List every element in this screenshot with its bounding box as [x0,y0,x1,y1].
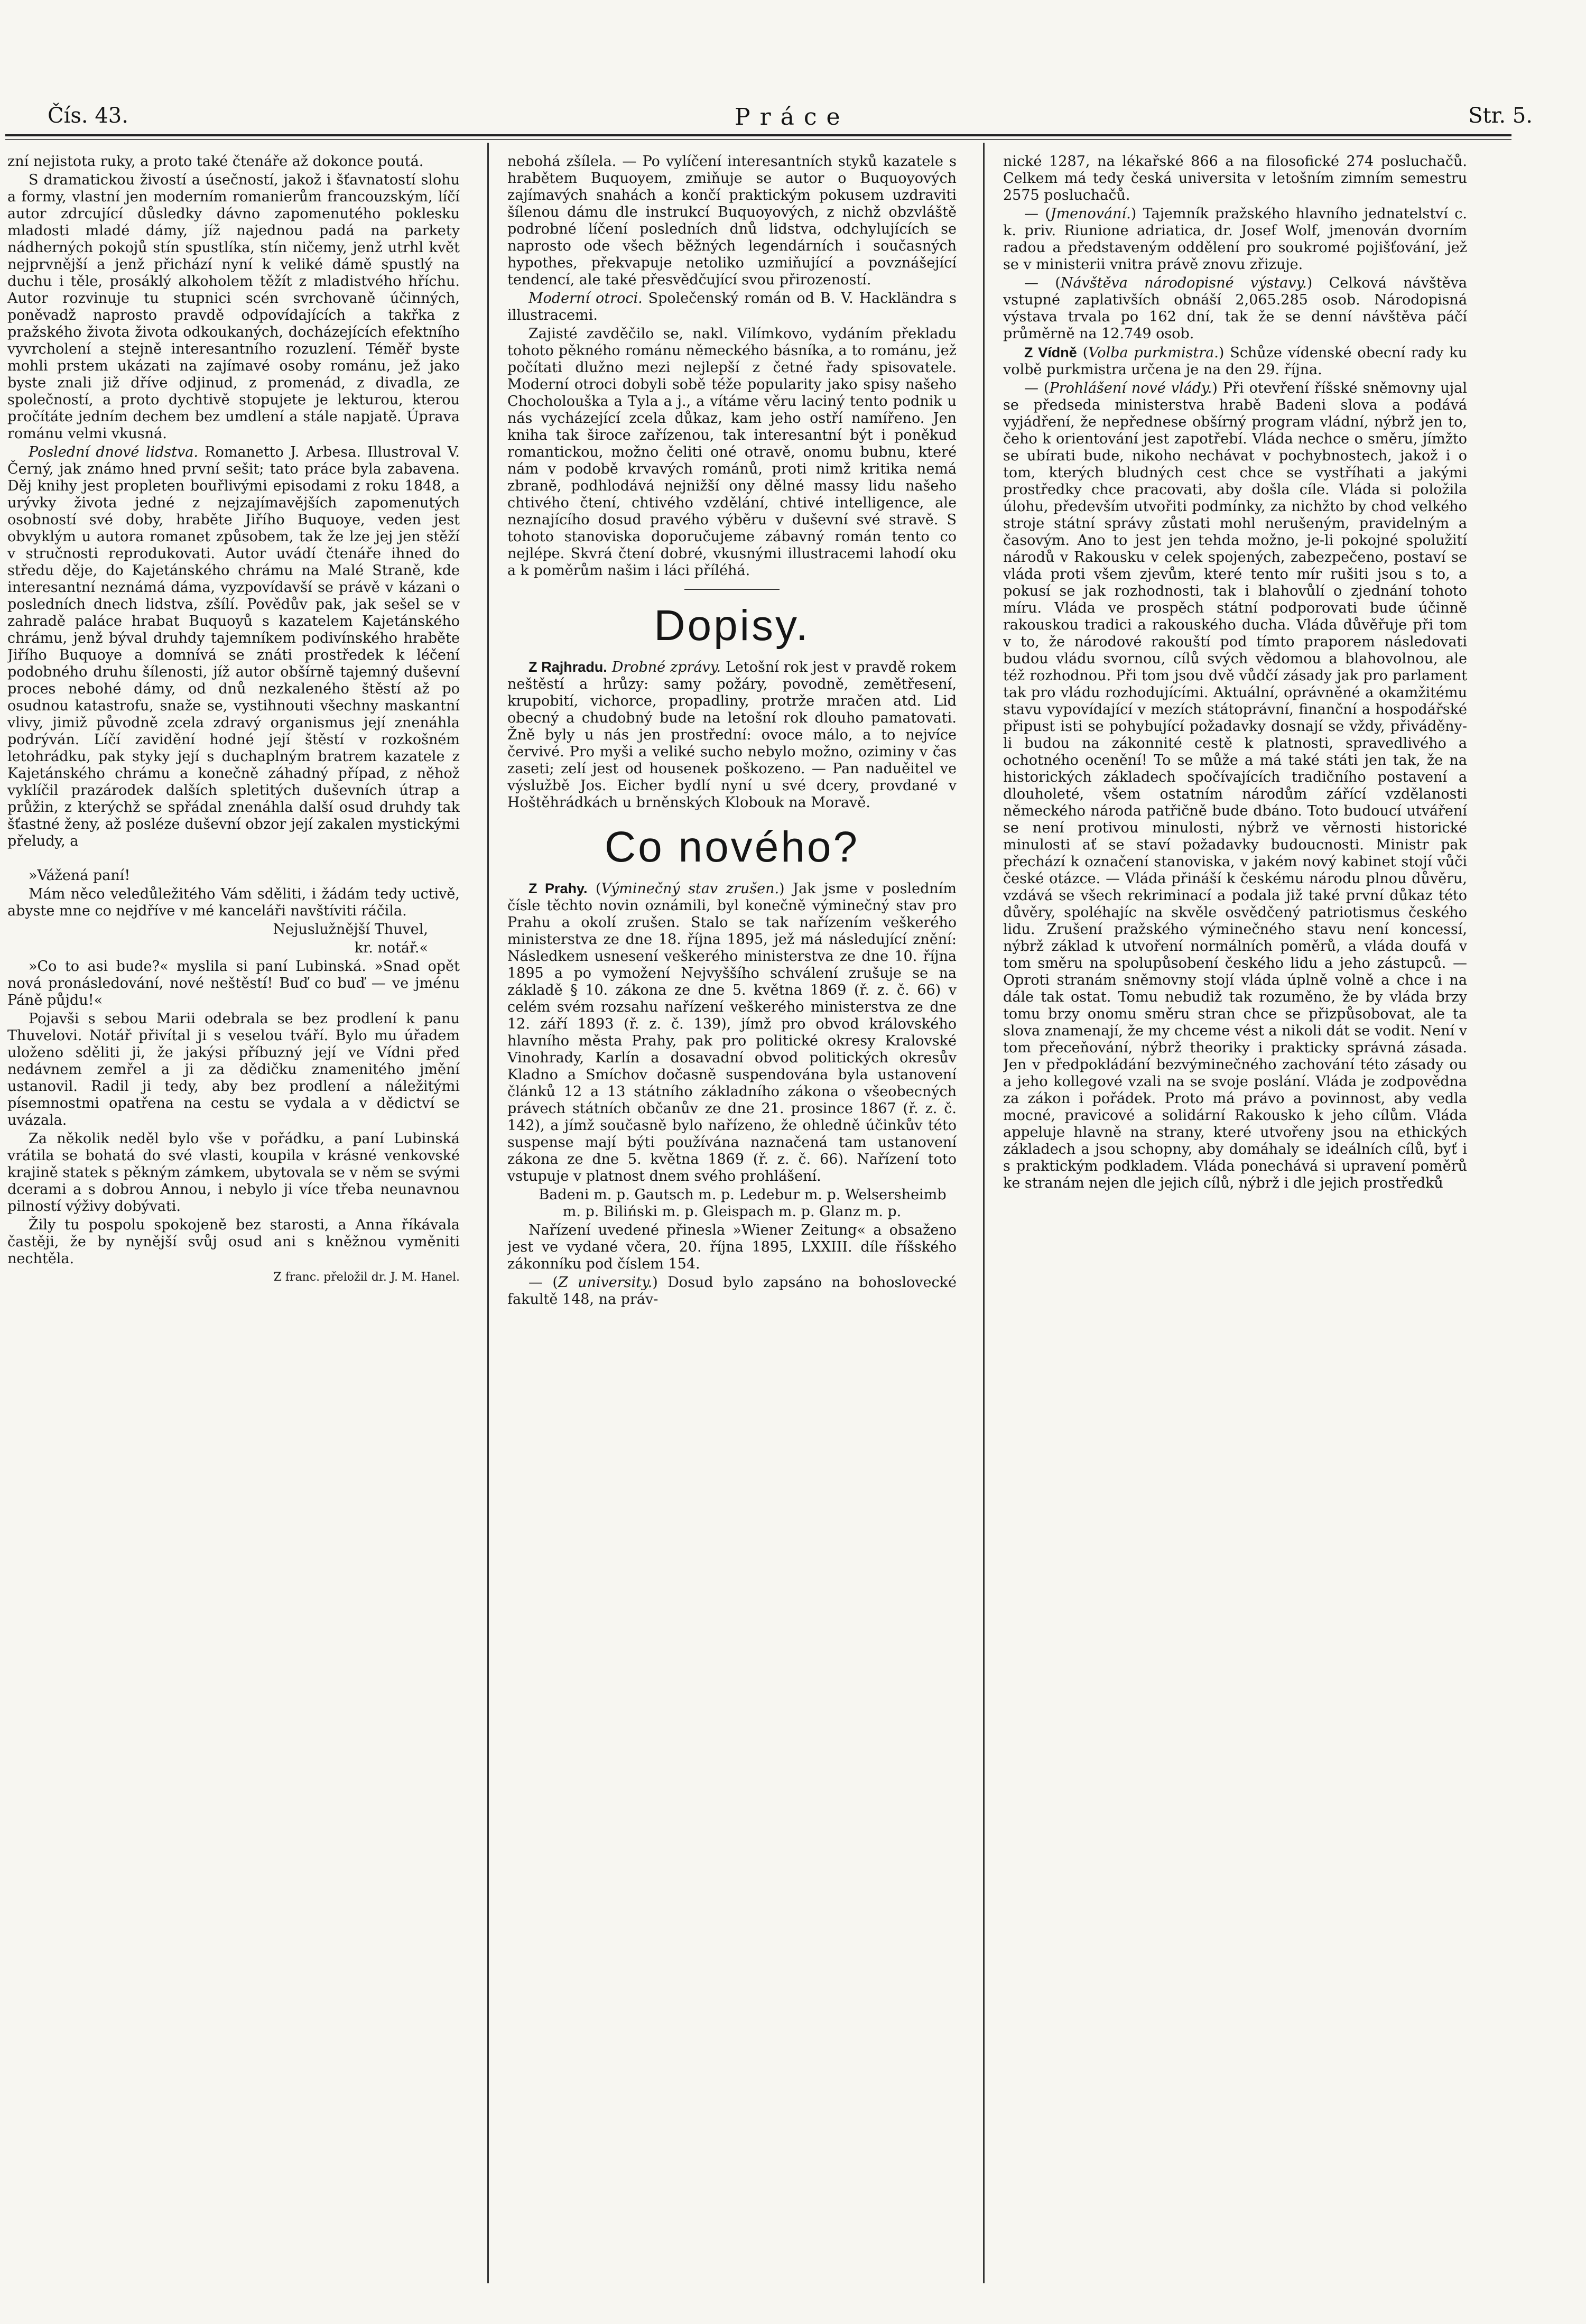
news-item: — (Jmenování.) Tajemník pražského hlavního jednatelství c. k. priv. Riunione adriatica, dr. Josef Wolf, jmenován dvorním radou a představeným oddělení pro soukromé pojišťování, jež se v ministerii vnitra právě znovu zřizuje. [1003,206,1467,273]
news-item: — (Prohlášení nové vlády.) Při otevření říšské sněmovny ujal se předseda ministerstva hrabě Badeni slova a podává vyjádření, že nepřednese obšírný program vládní, nýbrž jen to, čeho k orientování jest zapotřebí. Vláda nechce o směru, jímžto se ubírati bude, nikoho nechávat v pochybnostech, jakož i o tom, kterých bludných cest chce se vystříhati a jakými prostředky chce pracovati, aby došla cíle. Vláda si položila úlohu, především utvořiti podmínky, za nichžto by chod velkého stroje státní správy zůstati mohl nerušeným, pravidelným a časovým. Ano to jest jen tehda možno, je-li pokojné spolužití národů v Rakousku v celek spojených, zabezpečeno, postaví se vláda proti všem zjevům, které tento mír rušiti jsou s to, a pokusí se jak rozhodnosti, tak i blahovůlí o zjednání tohoto míru. Vláda ve prospěch státní podporovati bude účinně rakouskou tradici a rakouského ducha. Vláda důvěřuje při tom v to, že národové rakouští pod tímto praporem následovati budou vládu svornou, cílů svých vědomou a blahovolnou, ale též rozhodnou. Při tom jsou dvě vůdčí zásady jak pro parlament tak pro vládu rozhodujícími. Aktuální, oprávněné a okamžitému stavu vypovídající v mezích státoprávní, finanční a hospodářské připust isti se pohybující požadavky dosnají se vždy, přiváděny-li budou na zákonnité cestě k platnosti, spravedlivého a ochotného ocenění! To se může a má také státi jen tak, že na historických základech spočívajících tradičního postavení a dlouholeté, všem ostatním národům zářící vzdělanosti německého národa patřičně bude dbáno. Toto budoucí utváření se není protivou minulosti, nýbrž ve věrnosti historické minulosti ať se staví požadavky budoucnosti. Ministr pak přechází k označení stanoviska, v jakém nový kabinet stojí vůči české otázce. — Vláda přináší k českému národu plnou důvěru, vzdává se všech rekriminací a podala již také první důkaz této důvěry, spoléhajíc na skvěle osvědčený patriotismus českého lidu. Zrušení pražského výminečného stavu není koncessí, nýbrž základ k utvoření normálních poměrů, a vláda doufá v tom směru na spolupůsobení českého lidu a jeho zástupců. — Oproti stranám sněmovny stojí vláda úplně volně a chce i na dále tak ostat. Tomu nebudiž tak rozuměno, že by vláda brzy tomu brzy onomu směru stran chce se přizpůsobovat, ale ta slova znamenají, že my chceme vést a nikoli dát se vodit. Není v tom přeceňování, nýbrž theoriky i prakticky správná zásada. Jen v předpokládání bezvýminečného zachování této zásady ou a jeho kollegové vzali na se svoje poslání. Vláda je zodpovědna za zákon i pořádek. Proto má právo a povinnost, aby vedla mocné, pravicové a solidární Rakousko k jeho cílům. Vláda appeluje hlavně na strany, které utvořeny jsou na ethických základech a jsou schopny, aby domáhaly se ideálních cílů, byť i s praktickým podkladem. Vláda ponechává si upravení poměrů ke stranám nejen dle jejich cílů, nýbrž i dle jejich prostředků [1003,380,1467,1191]
translator-credit: Z franc. přeložil dr. J. M. Hanel. [273,1271,460,1284]
news-subtitle: Drobné zprávy. [611,659,721,675]
issue-number: Čís. 43. [48,104,128,128]
book-title: Moderní otroci. [528,290,643,307]
header-rule [5,134,1511,140]
paragraph: nebohá zšílela. — Po vylíčení interesantních styků kazatele s hrabětem Buquoyem, zmiňuje se autor o Buquoyových zajímavých snahách a končí praktickým pokusem uzdraviti šílenou dámu dle instrukcí Buquoyových, z nichž obzvláště podrobné líčení posledních dnů lidstva, odchylujících se naprosto ode všech běžných legendárních i současných hypothes, překvapuje netoliko uzmiňující a povznášející tendencí, ale také přesvědčující svou přirozeností. [507,153,957,288]
paragraph: Za několik neděl bylo vše v pořádku, a paní Lubinská vrátila se bohatá do své vlasti, koupila v krásné venkovské krajině statek s pěkným zámkem, ubytovala se v něm se svými dcerami a s dobrou Annou, i nebylo ji více třeba neunavnou pilností výživy dobývati. [7,1131,460,1215]
column-right [1003,153,1467,2299]
review-paragraph [7,444,460,850]
paragraph: Žily tu pospolu spokojeně bez starosti, a Anna říkávala častěji, že by nynější svůj osud ani s kněžnou vyměniti nechtěla. [7,1217,460,1267]
page-number: Str. 5. [1468,104,1533,128]
dateline: Z Prahy. [528,881,588,896]
news-subtitle: Z university. [558,1274,653,1291]
column-middle [507,153,957,2299]
section-heading-dopisy: Dopisy. [654,601,810,650]
letter-signature: Nejuslužnější Thuvel, [273,921,428,938]
dateline: Z Rajhradu. [528,659,607,675]
news-subtitle: Prohlášení nové vlády. [1049,380,1212,396]
paragraph: Pojavši s sebou Marii odebrala se bez prodlení k panu Thuvelovi. Notář přivítal ji s veselou tváří. Bylo mu úřadem uloženo sděliti ji, že jakýsi příbuzný její ve Vídni před nedávnem zemřel a ji za dědičku znamenitého jmění ustanovil. Radil ji tedy, aby bez prodlení a náležitými písemnostmi opatřena na cestu se vydala a v dědictví se uvázala. [7,1011,460,1128]
news-text: Jak jsme v posledním čísle těchto novin oznámili, byl konečně výminečný stav pro Prahu a okolí zrušen. Stalo se tak nařízením veškerého ministerstva ze dne 18. října 1895, jež má následující znění: Následkem usnesení veškerého ministerstva ze dne 10. října 1895 a po vymožení Nejvyššího schválení zrušuje se na základě § 10. zákona ze dne 5. května 1869 (ř. z. č. 66) v celém svém rozsahu nařízení veškerého ministerstva ze dne 12. září 1893 (ř. z. č. 139), jímž pro obvod královského hlavního města Prahy, pak pro politické okresy Kralovské Vinohrady, Karlín a dosavadní obvod politických okresův Kladno a Smíchov dočasně suspendována byla ustanovení článků 12 a 13 státního základního zákona o všeobecných právech státních občanův ze dne 21. prosince 1867 (ř. z. č. 142), a jímž současně bylo nařízeno, že ohledně účinkův této suspense mají býti používána naznačená tam ustanovení zákona ze dne 5. května 1869 (ř. z. č. 66). Nařízení toto vstupuje v platnost dnem svého prohlášení. [507,881,957,1184]
review-text: Společenský román od B. V. Hackländra s illustracemi. [507,290,957,323]
news-text: Schůze vídenské obecní rady ku volbě purkmistra určena je na den 29. října. [1003,345,1467,378]
dateline: Z Vídně [1024,345,1077,360]
newspaper-title: Práce [735,104,850,131]
news-subtitle: Volba purkmistra. [1088,345,1219,361]
news-item [507,659,957,811]
column-divider [983,143,985,2283]
news-text: Tajemník pražského hlavního jednatelství c. k. priv. Riunione adriatica, dr. Josef Wolf, jmenován dvorním radou a představeným oddělení pro soukromé pojišťování, jež se v ministerii vnitra právě znovu zřizuje. [1003,206,1467,273]
paragraph: »Co to asi bude?« myslila si paní Lubinská. »Snad opět nová pronásledování, nové neštěstí! Buď co buď — ve jménu Páně půjdu!« [7,958,460,1008]
news-item: — (Z university.) Dosud bylo zapsáno na bohoslovecké fakultě 148, na práv- [507,1274,957,1308]
letter-body: Mám něco veledůležitého Vám sděliti, i žádám tedy uctivě, abyste mne co nejdříve v mé kanceláři navštíviti ráčila. [7,886,460,919]
paragraph: zní nejistota ruky, a proto také čtenáře až dokonce poutá. [7,153,424,170]
review-text: Romanetto J. Arbesa. Illustroval V. Černý, jak známo hned první sešit; tato práce byla zabavena. Děj knihy jest propleten bouřlivými episodami z roku 1848, a urývky života jedné z nejzajímavějších zapomenutých osobností své doby, hraběte Jiřího Buquoye, veden jest obvyklým u autora romanet způsobem, tak že lze jej jen stěží v stručnosti reprodukovati. Autor uvádí čtenáře ihned do středu děje, do Kajetánského chrámu na Malé Straně, kde interesantní neznámá dáma, vyzpovídavší se právě v kázani o posledních dnech lidstva, zšílí. Povědův pak, jak sešel se v zahradě paláce hrabat Buquoyů s kazatelem Kajetánského chrámu, jenž býval druhdy tajemníkem podivínského hraběte Jiřího Buquoye a domnívá se znáti prostředek k léčení podobného druhu šílenosti, jíž autor obšírně tajemný duševní proces nebohé dámy, od dnů nezkaleného štěstí až po osudnou katastrofu, snaže se, vystihnouti všechny maskantní vlivy, jimiž původně zcela zdravý organismus její znenáhla podrýván. Líčí zavidění hodné její štěstí v rozkošném letohrádku, pak styky její s duchaplným bratrem kazatele z Kajetánského chrámu a konečně záhadný případ, z něhož vyklíčil prazárodek dalších spletitých duševních útrap a průžin, z kterýchž se spřádal znenáhla další osud druhdy tak šťastné ženy, až posléze duševní obzor její zakalen mystickými přeludy, a [7,444,460,849]
paragraph: Zajisté zavděčilo se, nakl. Vilímkovo, vydáním překladu tohoto pěkného románu německého básníka, a to románu, jež počítati dlužno mezi nejlepší z četné řady spisovatele. Moderní otroci dobyli sobě téže popularity jako spisy našeho Chocholouška a Tyla a j., a vítáme věru laciný tento podnik u nás vycházející zcela důkaz, kam jeho ostří namířeno. Jen kniha tak široce zařízenou, tak interesantní být i poněkud romantickou, možno čeliti oné otravě, onomu bubnu, které nám v podobě krvavých románů, proti nimž kritika nemá zbraně, podhlodává nejnižší ony dělné massy lidu našeho chtivého čtení, chtivého vzdělání, chtivé intelligence, ale neznajícího dosud pravého výběru v duševní své stravě. S tohoto stanoviska doporučujeme zábavný román tento co nejlépe. Skvrá čtení dobré, vkusnými illustracemi lahodí oku a k poměrům našim i láci příléhá. [507,326,957,579]
signatories: Badeni m. p. Gautsch m. p. Ledebur m. p. Welsersheimb m. p. Biliński m. p. Gleispach m. p. Glanz m. p. [539,1187,947,1220]
news-text: Celková návštěva vstupné zaplativších obnáší 2,065.285 osob. Národopisná výstava trvala po 162 dní, tak že se denní návštěva páčí průměrně na 12.749 osob. [1003,275,1467,342]
news-item: Z Vídně (Volba purkmistra.) Schůze vídenské obecní rady ku volbě purkmistra určena je na den 29. října. [1003,345,1467,378]
section-divider [684,589,780,590]
news-subtitle: Návštěva národopisné výstavy. [1060,275,1307,291]
news-subtitle: Jmenování. [1050,206,1131,222]
news-text: Dosud bylo zapsáno na bohoslovecké fakultě 148, na práv- [507,1274,957,1308]
paragraph: S dramatickou živostí a úsečností, jakož i šťavnatostí slohu a formy, vlastní jen moderním romanierům francouzským, líčí autor zdrcující důsledky dávno zapomenutého poklesku mladosti mladé dámy, jíž najednou padá na parkety nádherných pokojů stín spustlíka, stín ničemy, jenž utrhl květ nejprvnější a jenž přichází nyní k veliké dámě spustlý na duchu i těle, prosáklý alkoholem těžít z mladistvého hříchu. Autor rozvinuje tu stupnici scén svrchovaně účinných, poněvadž naprosto pravdě odpovídajících a takřka z pražského života života odkoukaných, docházejících efektního vyvrcholení a stejně interesantního rozuzlení. Téměř byste mohli prstem ukázati na zajímavé osoby románu, jež jako byste znali již dříve odjinud, z promenád, z divadla, ze společností, a proto dychtivě stopujete je lekturou, kterou pročítáte jedním dechem bez umdlení a stále napjatě. Úprava románu velmi vkusná. [7,172,460,442]
book-title: Poslední dnové lidstva. [29,444,198,460]
spacer [7,851,460,867]
news-item: — (Návštěva národopisné výstavy.) Celková návštěva vstupné zaplativších obnáší 2,065.285 osob. Národopisná výstava trvala po 162 dní, tak že se denní návštěva páčí průměrně na 12.749 osob. [1003,275,1467,342]
paragraph: Nařízení uvedené přinesla »Wiener Zeitung« a obsaženo jest ve vydané včera, 20. října 1895, LXXIII. díle říšského zákonníku pod číslem 154. [507,1222,957,1272]
news-text: Při otevření říšské sněmovny ujal se předseda ministerstva hrabě Badeni slova a podává vyjádření, že nepřednese obšírný program vládní, nýbrž jen to, čeho k orientování jest zapotřebí. Vláda nechce o směru, jímžto se ubírati bude, nikoho nechávat v pochybnostech, jakož i o tom, kterých bludných cest chce se vystříhati a jakými prostředky chce pracovati, aby došla cíle. Vláda si položila úlohu, především utvořiti podmínky, za nichžto by chod velkého stroje státní správy zůstati mohl nerušeným, pravidelným a časovým. Ano to jest jen tehda možno, je-li pokojné spolužití národů v Rakousku v celek spojených, zabezpečeno, postaví se vláda proti všem zjevům, které tento mír rušiti jsou s to, a pokusí se jak rozhodnosti, tak i blahovůlí o zjednání tohoto míru. Vláda ve prospěch státní podporovati bude účinně rakouskou tradici a rakouského ducha. Vláda důvěřuje při tom v to, že národové rakouští pod tímto praporem následovati budou vládu svornou, cílů svých vědomou a blahovolnou, ale též rozhodnou. Při tom jsou dvě vůdčí zásady jak pro parlament tak pro vládu rozhodujícími. Aktuální, oprávněné a okamžitému stavu vypovídající v mezích státoprávní, finanční a hospodářské připust isti se pohybující požadavky dosnají se vždy, přiváděny-li budou na zákonnité cestě k platnosti, spravedlivého a ochotného ocenění! To se může a má také státi jen tak, že na historických základech spočívajících tradičního postavení a dlouholeté, všem ostatním národům zářící vzdělanosti německého národa patřičně bude dbáno. Toto budoucí utváření se není protivou minulosti, nýbrž ve věrnosti historické minulosti ať se staví požadavky budoucnosti. Ministr pak přechází k označení stanoviska, v jakém nový kabinet stojí vůči české otázce. — Vláda přináší k českému národu plnou důvěru, vzdává se všech rekriminací a podala již také první důkaz této důvěry, spoléhajíc na skvěle osvědčený patriotismus českého lidu. Zrušení pražského výminečného stavu není koncessí, nýbrž základ k utvoření normálních poměrů, a vláda doufá v tom směru na spolupůsobení českého lidu a jeho zástupců. — Oproti stranám sněmovny stojí vláda úplně volně a chce i na dále tak ostat. Tomu nebudiž tak rozuměno, že by vláda brzy tomu brzy onomu směru stran chce se přizpůsobovat, ale ta slova znamenají, že my chceme vést a nikoli dát se vodit. Není v tom přeceňování, nýbrž theoriky i prakticky správná zásada. Jen v předpokládání bezvýminečného zachování této zásady ou a jeho kollegové vzali na se svoje poslání. Vláda je zodpovědna za zákon i pořádek. Proto má právo a povinnost, aby vedla mocné, pravicové a solidární Rakousko k jeho cílům. Vláda appeluje hlavně na strany, které utvořeny jsou na ethických základech a jsou schopny, aby domáhaly se ideálních cílů, byť i s praktickým podkladem. Vláda ponechává si upravení poměrů ke stranám nejen dle jejich cílů, nýbrž i dle jejich prostředků [1003,380,1467,1191]
column-divider [487,143,489,2283]
letter-signature-title: kr. notář.« [354,940,428,956]
news-text: Letošní rok jest v pravdě rokem neštěstí a hrůzy: samy požáry, povodně, zemětřesení, krupobití, vichorce, propadliny, protrže mračen atd. Lid obecný a chudobný bude na letošní rok dlouho pamatovati. Žně byly u nás jen prostřední: ovoce málo, a to nejvíce červivé. Pro myši a veliké sucho nebylo možno, oziminy v čas zaseti; zelí jest od housenek poškozeno. — Pan naduěitel ve výslužbě Jos. Eicher bydlí nyní u své dcery, provdané v Hoštěhrádkách u brněnských Klobouk na Moravě. [507,659,957,811]
paragraph: nické 1287, na lékařské 866 a na filosofické 274 posluchačů. Celkem má tedy česká universita v letošním zimním semestru 2575 posluchačů. [1003,153,1467,203]
review-paragraph [507,290,957,324]
column-left [7,153,460,2299]
section-heading-co-noveho: Co nového? [604,823,860,871]
news-subtitle: Výminečný stav zrušen. [601,881,780,897]
news-item: Z Prahy. (Výminečný stav zrušen.) Jak jsme v posledním čísle těchto novin oznámili, byl konečně výminečný stav pro Prahu a okolí zrušen. Stalo se tak nařízením veškerého ministerstva ze dne 18. října 1895, jež má následující znění: Následkem usnesení veškerého ministerstva ze dne 10. října 1895 a po vymožení Nejvyššího schválení zrušuje se na základě § 10. zákona ze dne 5. května 1869 (ř. z. č. 66) v celém svém rozsahu nařízení veškerého ministerstva ze dne 12. září 1893 (ř. z. č. 139), jímž pro obvod královského hlavního města Prahy, pak pro politické okresy Kralovské Vinohrady, Karlín a dosavadní obvod politických okresův Kladno a Smíchov dočasně suspendována byla ustanovení článků 12 a 13 státního základního zákona o všeobecných právech státních občanův ze dne 21. prosince 1867 (ř. z. č. 142), a jímž současně bylo nařízeno, že ohledně účinkův této suspense mají býti používána naznačená tam ustanovení zákona ze dne 5. května 1869 (ř. z. č. 66). Nařízení toto vstupuje v platnost dnem svého prohlášení. [507,881,957,1184]
letter-salutation: »Vážená paní! [29,867,131,884]
